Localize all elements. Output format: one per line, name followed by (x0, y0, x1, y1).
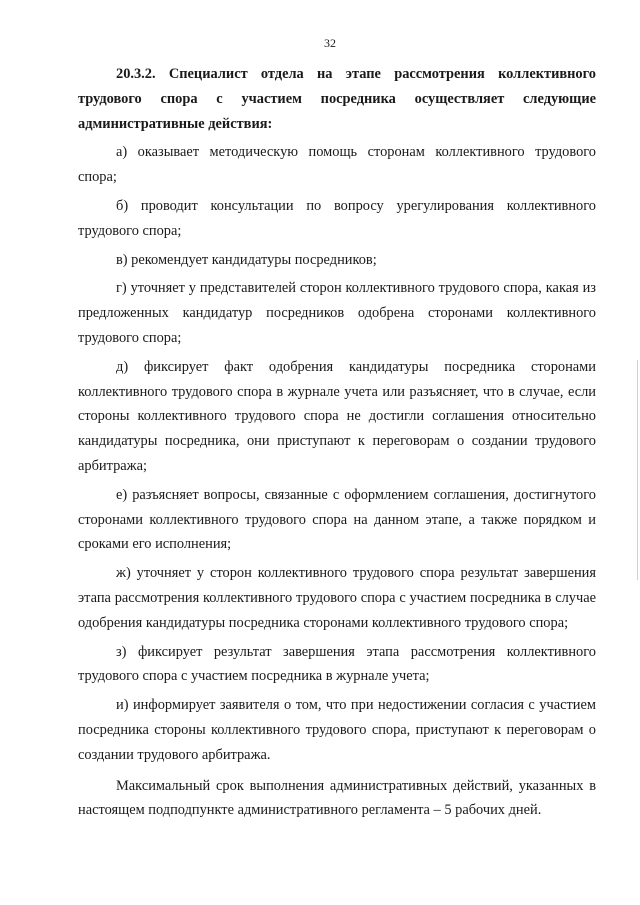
document-body (78, 62, 596, 823)
list-item: г) уточняет у представителей сторон коллективного трудового спора, какая из предложенных кандидатур посредников одобрена сторонами коллективного трудового спора; (78, 280, 596, 346)
list-item: б) проводит консультации по вопросу урегулирования коллективного трудового спора; (78, 197, 596, 239)
list-item: а) оказывает методическую помощь сторонам коллективного трудового спора; (78, 144, 596, 186)
list-item: е) разъясняет вопросы, связанные с оформлением соглашения, достигнутого сторонами коллективного трудового спора на данном этапе, а также порядком и сроками его исполнения; (78, 486, 596, 553)
page-number: 32 (324, 36, 336, 50)
scan-edge-line (637, 360, 638, 580)
section-heading: 20.3.2. Специалист отдела на этапе рассмотрения коллективного трудового спора с участием посредника осуществляет следующие административные действия: (78, 66, 596, 132)
list-item: д) фиксирует факт одобрения кандидатуры посредника сторонами коллективного трудового спора в журнале учета или разъясняет, что в случае, если стороны коллективного трудового спора не достигли соглашения относительно кандидатуры посредника, они приступают к переговорам о создании трудового арбитража; (78, 358, 596, 474)
list-item: з) фиксирует результат завершения этапа рассмотрения коллективного трудового спора с участием посредника в журнале учета; (78, 643, 596, 685)
closing-paragraph: Максимальный срок выполнения административных действий, указанных в настоящем подподпункте административного регламента – 5 рабочих дней. (78, 777, 596, 819)
list-item: и) информирует заявителя о том, что при недостижении согласия с участием посредника стороны коллективного трудового спора, приступают к переговорам о создании трудового арбитража. (78, 697, 596, 763)
list-item: в) рекомендует кандидатуры посредников; (116, 251, 377, 268)
list-item: ж) уточняет у сторон коллективного трудового спора результат завершения этапа рассмотрения коллективного трудового спора с участием посредника в случае одобрения кандидатуры посредника сторонами коллективного трудового спора; (78, 565, 596, 631)
